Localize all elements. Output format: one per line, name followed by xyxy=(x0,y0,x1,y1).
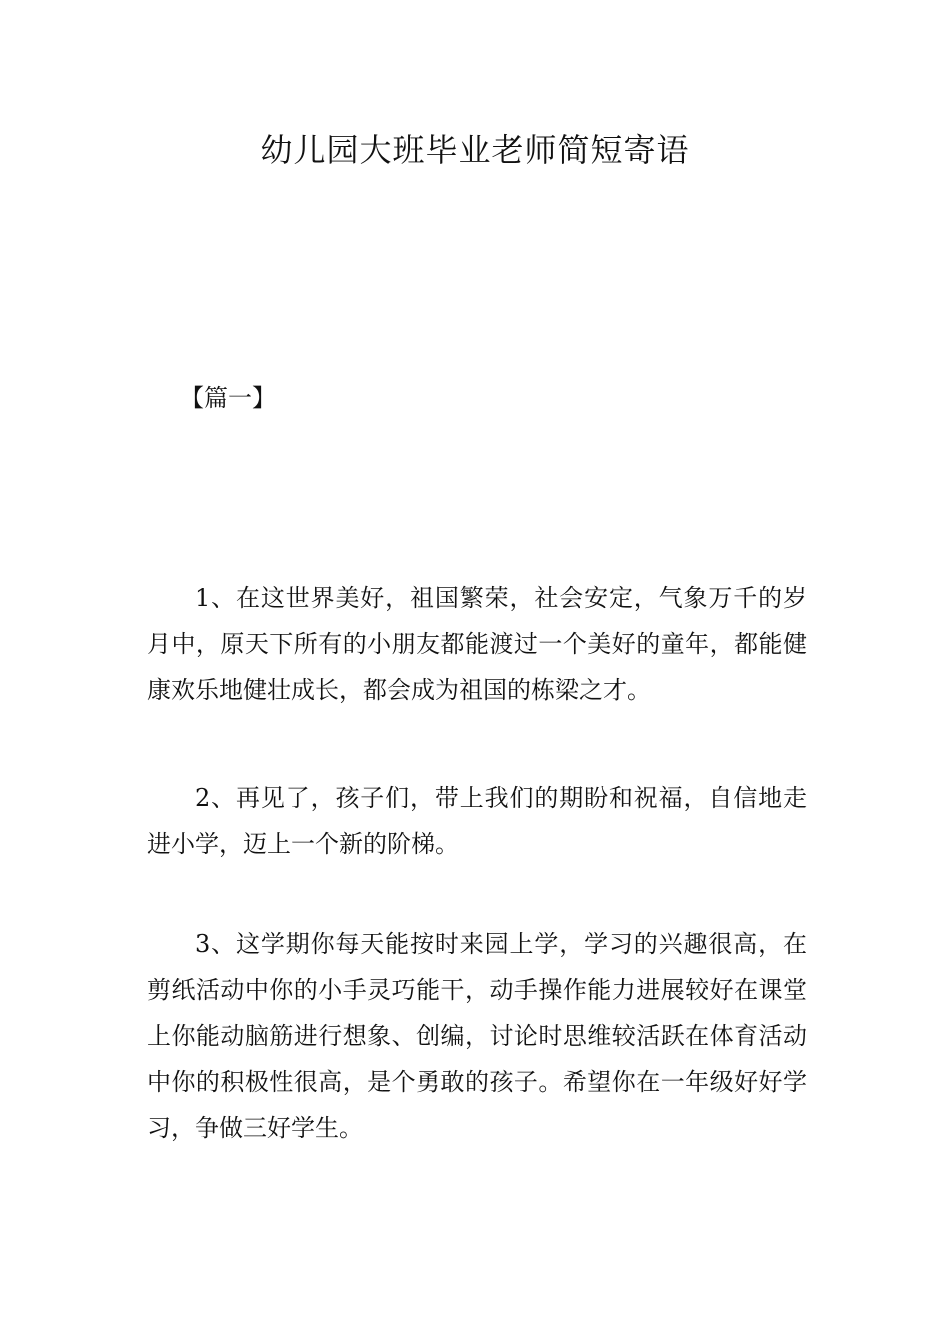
paragraph-1: 1、在这世界美好，祖国繁荣，社会安定，气象万千的岁月中，原天下所有的小朋友都能渡过一个美好的童年，都能健康欢乐地健壮成长，都会成为祖国的栋梁之才。 xyxy=(147,584,807,704)
paragraph-2: 2、再见了，孩子们，带上我们的期盼和祝福，自信地走进小学，迈上一个新的阶梯。 xyxy=(147,784,807,858)
document-title: 幼儿园大班毕业老师简短寄语 xyxy=(260,131,690,169)
paragraph-3: 3、这学期你每天能按时来园上学，学习的兴趣很高，在剪纸活动中你的小手灵巧能干，动手操作能力进展较好在课堂上你能动脑筋进行想象、创编，讨论时思维较活跃在体育活动中你的积极性很高，是个勇敢的孩子。希望你在一年级好好学习，争做三好学生。 xyxy=(147,930,807,1142)
section-heading: 【篇一】 xyxy=(180,384,276,412)
